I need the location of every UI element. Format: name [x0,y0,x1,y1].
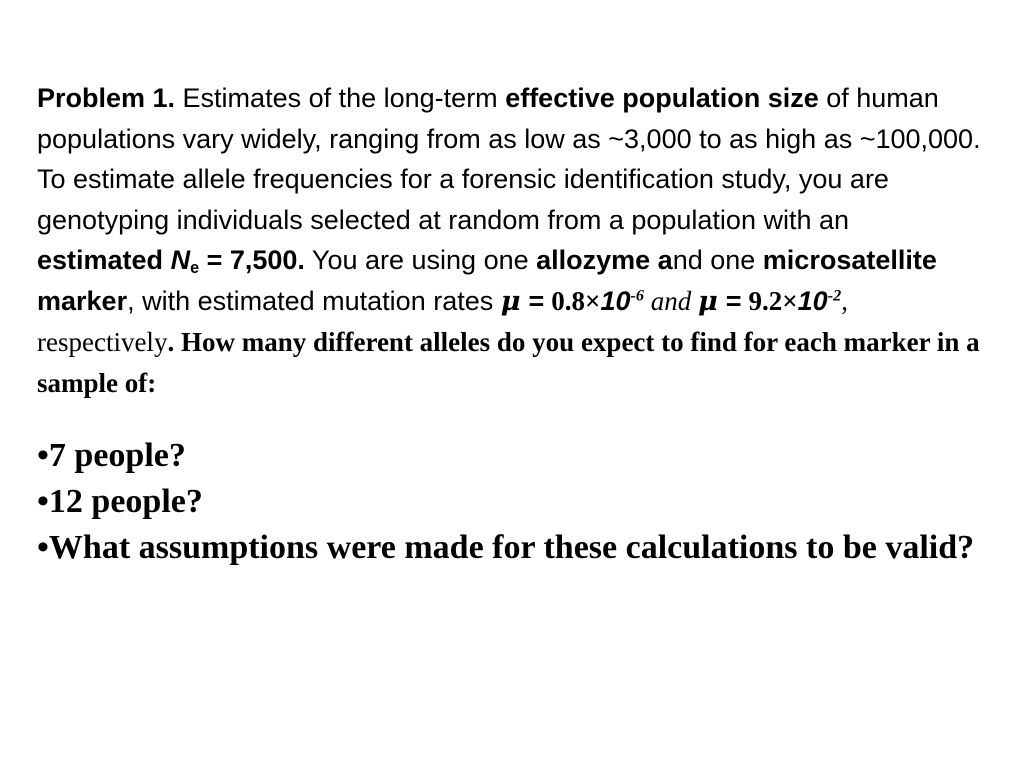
term-effective-population-size: effective population size [505,83,819,113]
problem-label: Problem 1. [37,83,176,113]
rate-2-exponent: -2 [827,285,842,304]
question-list [37,433,982,571]
list-item: •What assumptions were made for these calculations to be valid? [37,529,975,566]
rate-1-exponent: -6 [630,285,644,304]
problem-text-5: , with estimated mutation rates [127,285,501,316]
term-estimated: estimated [37,245,171,275]
problem-text-3: You are using one [304,245,537,275]
term-allozyme: allozyme a [536,245,673,275]
term-microsatellite-marker: microsatellite marker [37,245,937,316]
ne-subscript: e [190,259,200,278]
mu-equals-2: = [717,285,749,316]
problem-text-1: Estimates of the long-term [175,83,506,113]
ne-symbol: N [170,245,191,275]
mu-symbol-2: μ [697,285,718,317]
ne-value: = 7,500. [199,245,305,275]
rate-2-coefficient: 9.2× [748,285,798,316]
problem-statement [37,78,982,403]
rate-1-base: 10 [600,285,631,316]
problem-text-4: nd one [672,245,763,275]
slide [37,78,982,571]
rate-2-base: 10 [797,285,828,316]
mu-equals-1: = [520,285,552,316]
and-text: and [643,285,698,316]
list-item: •7 people? [37,437,186,474]
rate-1-coefficient: 0.8× [551,285,601,316]
problem-text-2: of human populations vary widely, ranging from as low as ~3,000 to as high as ~100,000. To estimate allele frequencies for a forensic identification study, you are genotyping individuals selected at random from a population with an [37,83,981,235]
respectively-text: , respectively [37,285,848,357]
list-item: •12 people? [37,483,203,520]
mu-symbol-1: μ [500,285,521,317]
question-text: . How many different alleles do you expect to find for each marker in a sample of: [37,327,980,398]
